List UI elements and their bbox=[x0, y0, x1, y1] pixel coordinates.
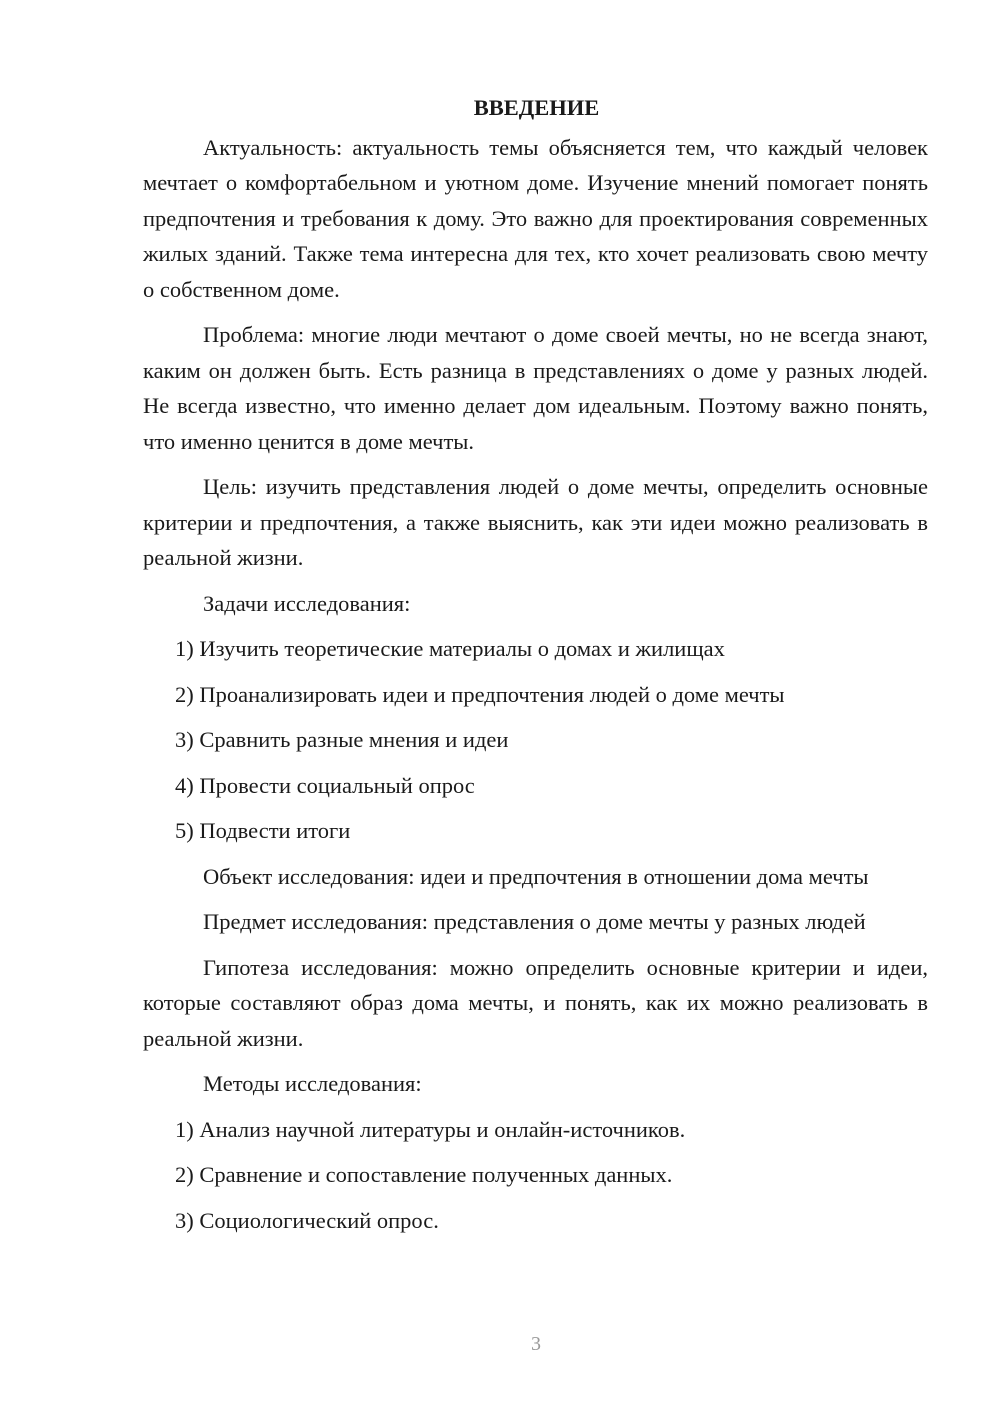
document-body bbox=[143, 90, 928, 1248]
goal-paragraph: Цель: изучить представления людей о доме мечты, определить основные критерии и предпочтения, а также выяснить, как эти идеи можно реализовать в реальной жизни. bbox=[143, 474, 928, 570]
task-item: 4) Провести социальный опрос bbox=[175, 772, 475, 798]
section-heading: ВВЕДЕНИЕ bbox=[473, 95, 600, 120]
relevance-paragraph: Актуальность: актуальность темы объясняется тем, что каждый человек мечтает о комфортабельном и уютном доме. Изучение мнений помогает понять предпочтения и требования к дому. Это важно для проектирования современных жилых зданий. Также тема интересна для тех, кто хочет реализовать свою мечту о собственном доме. bbox=[143, 134, 928, 302]
task-item: 2) Проанализировать идеи и предпочтения людей о доме мечты bbox=[175, 681, 785, 707]
method-item: 3) Социологический опрос. bbox=[175, 1207, 439, 1233]
task-item: 5) Подвести итоги bbox=[175, 818, 351, 843]
tasks-title: Задачи исследования: bbox=[203, 590, 411, 616]
task-item: 1) Изучить теоретические материалы о домах и жилищах bbox=[175, 636, 725, 661]
method-item: 1) Анализ научной литературы и онлайн-источников. bbox=[175, 1116, 686, 1142]
subject-paragraph: Предмет исследования: представления о доме мечты у разных людей bbox=[203, 909, 866, 934]
object-paragraph: Объект исследования: идеи и предпочтения в отношении дома мечты bbox=[203, 863, 869, 889]
method-item: 2) Сравнение и сопоставление полученных данных. bbox=[175, 1162, 673, 1187]
page-number: 3 bbox=[531, 1333, 541, 1355]
hypothesis-paragraph: Гипотеза исследования: можно определить основные критерии и идеи, которые составляют образ дома мечты, и понять, как их можно реализовать в реальной жизни. bbox=[143, 954, 928, 1051]
methods-title: Методы исследования: bbox=[203, 1071, 422, 1096]
task-item: 3) Сравнить разные мнения и идеи bbox=[175, 727, 509, 752]
problem-paragraph: Проблема: многие люди мечтают о доме своей мечты, но не всегда знают, каким он должен быть. Есть разница в представлениях о доме у разных людей. Не всегда известно, что именно делает дом идеальным. Поэтому важно понять, что именно ценится в доме мечты. bbox=[143, 322, 928, 454]
